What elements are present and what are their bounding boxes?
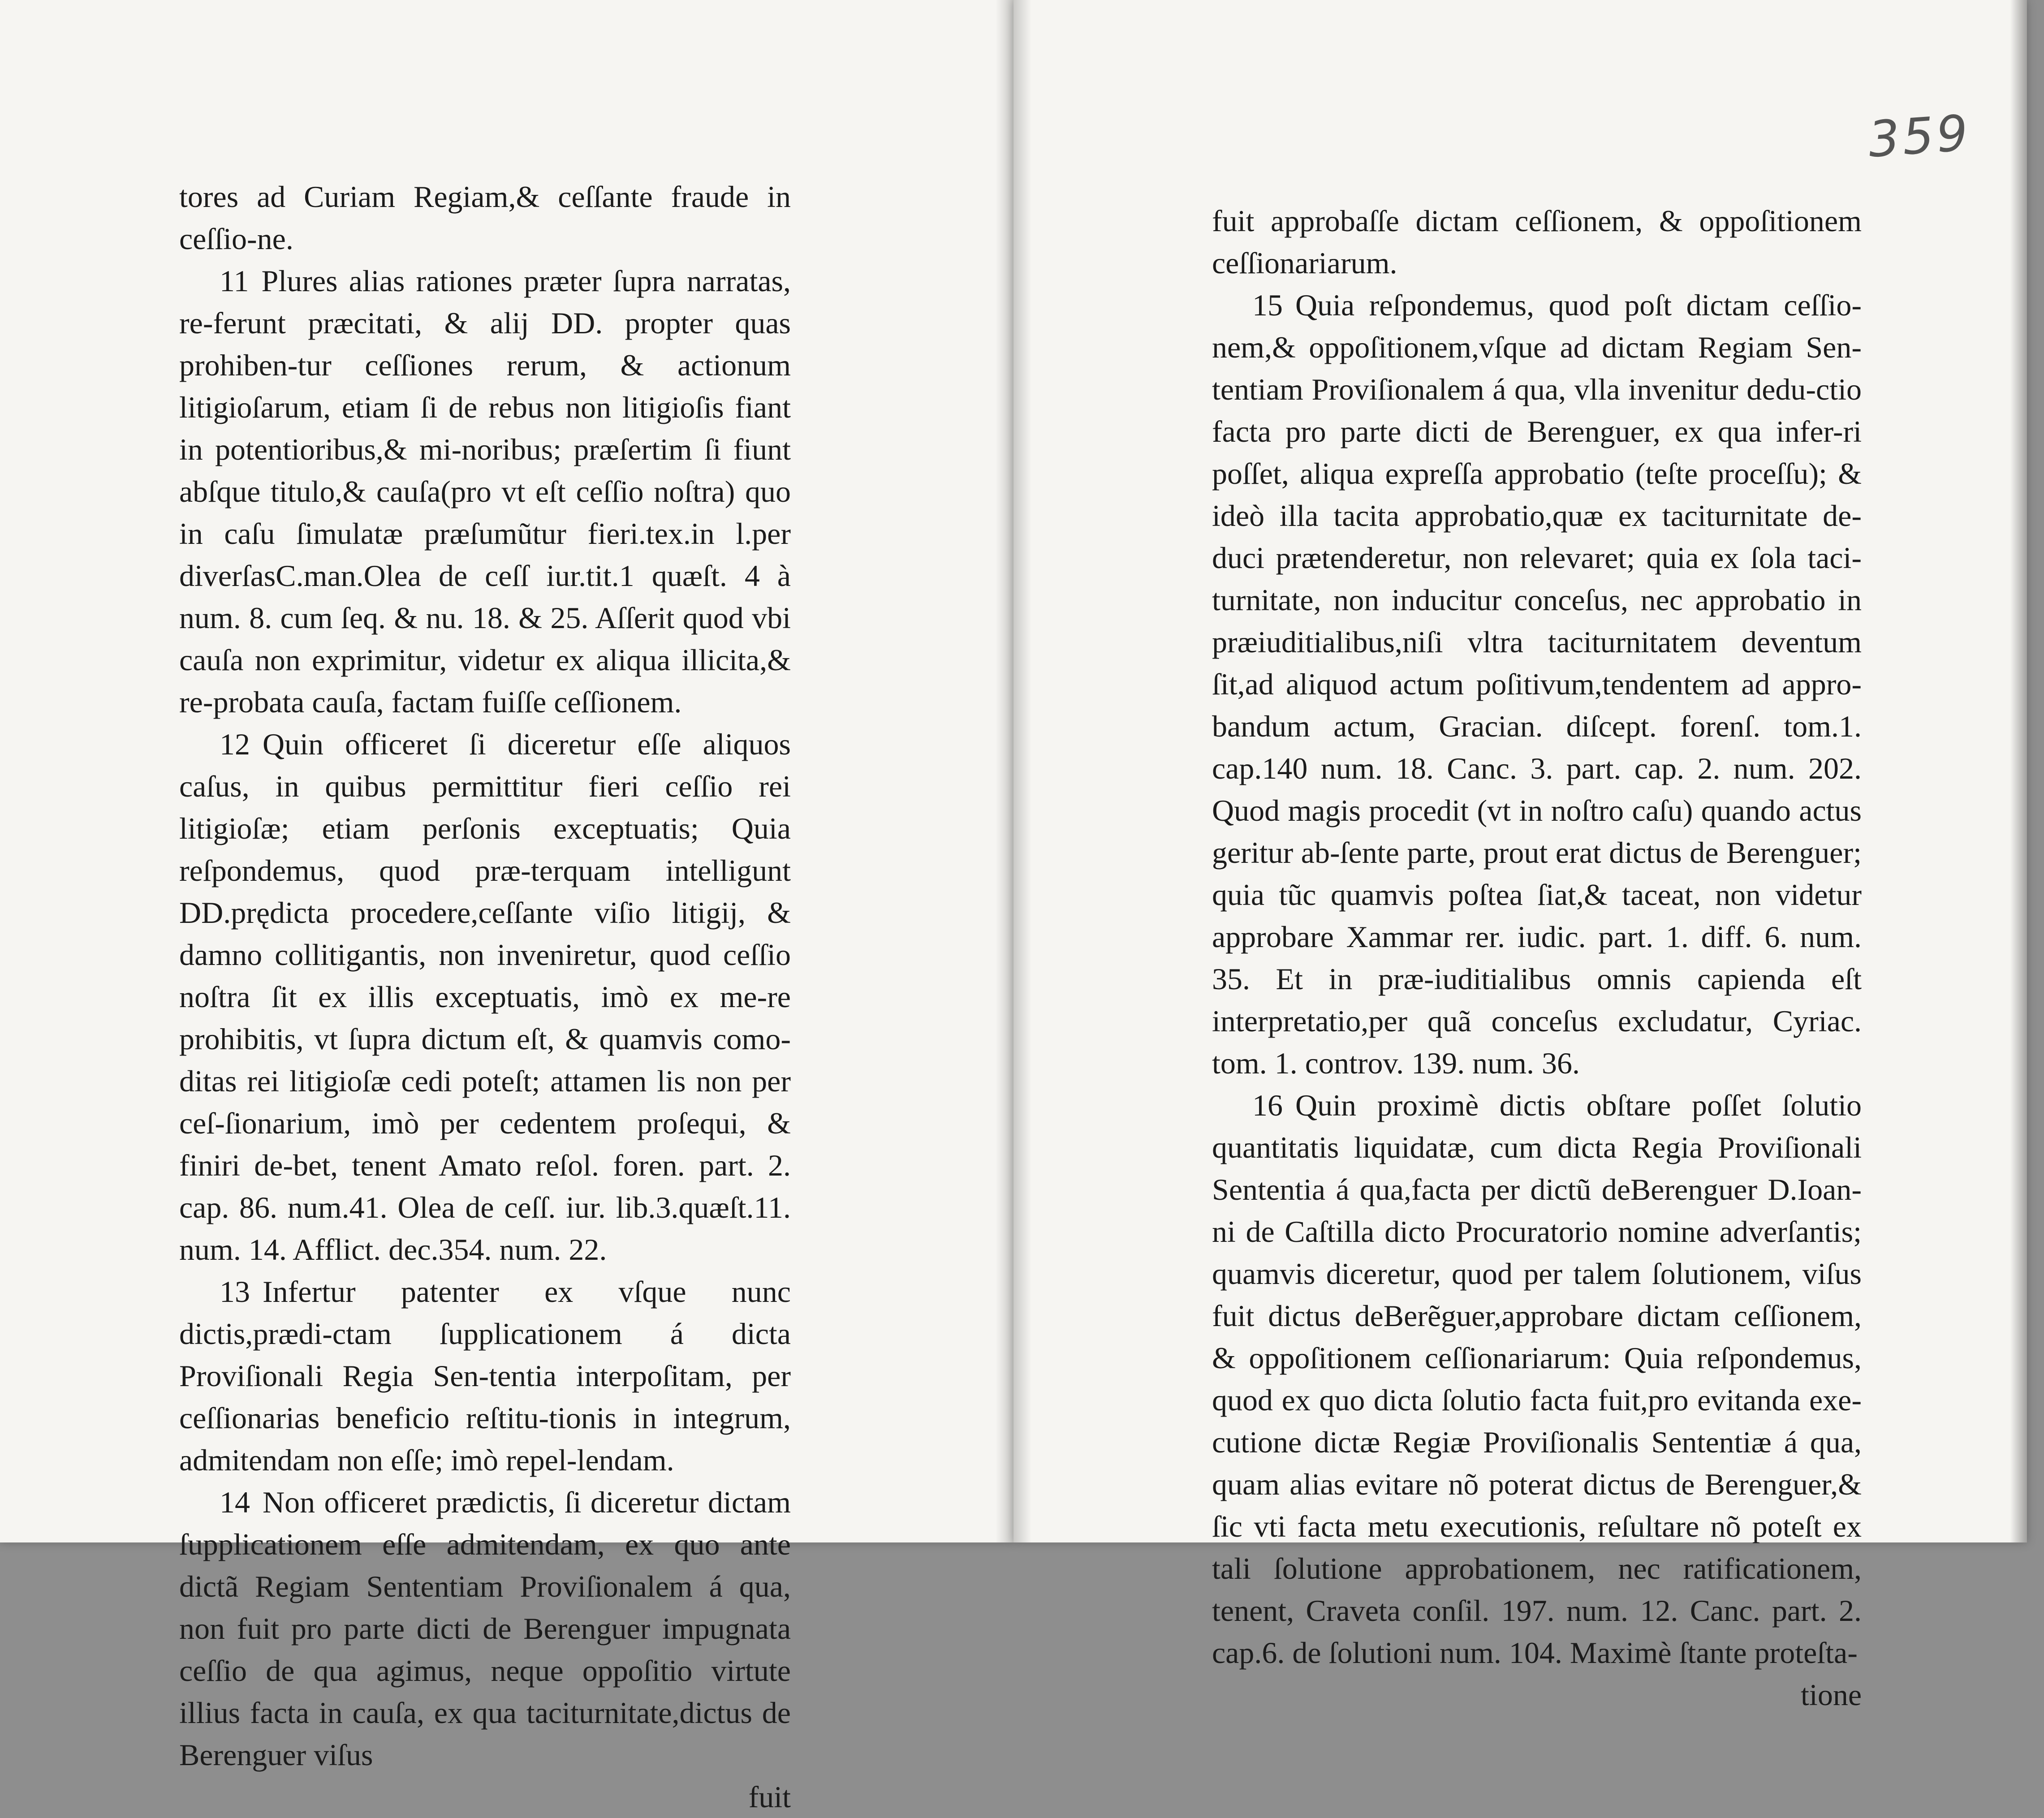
paragraph-text: Infertur patenter ex vſque nunc dictis,prædi-ctam ſupplicationem á dicta Proviſionali Regia Sen-tentia interpoſitam, per ceſſionarias beneficio reſtitu-tionis in integrum, admitendam non eſſe; imò repel-lendam. xyxy=(179,1275,791,1477)
right-page xyxy=(1013,0,2027,1712)
paragraph xyxy=(1212,200,1862,284)
paragraph xyxy=(179,723,791,1271)
paragraph-text: Quin proximè dictis obſtare poſſet ſolutio quantitatis liquidatæ, cum dicta Regia Proviſionali Sententia á qua,facta per dictũ deBerenguer D.Ioan-ni de Caſtilla dicto Procuratorio nomine adverſantis; quamvis diceretur, quod per talem ſolutionem, viſus fuit dictus deBerẽguer,approbare dictam ceſſionem, & oppoſitionem ceſſionariarum: Quia reſpondemus, quod ex quo dicta ſolutio facta fuit,pro evitanda exe-cutione dictæ Regiæ Proviſionalis Sententiæ á qua, quam alias evitare nõ poterat dictus de Berenguer,& ſic vti facta metu executionis, reſultare nõ poteſt ex tali ſolutione approbationem, nec ratificationem, tenent, Craveta conſil. 197. num. 12. Canc. part. 2. cap.6. de ſolutioni num. 104. Maximè ſtante proteſta- xyxy=(1212,1088,1862,1670)
page-edge-shadow xyxy=(2010,0,2027,1542)
paragraph-text: Quia reſpondemus, quod poſt dictam ceſſio-nem,& oppoſitionem,vſque ad dictam Regiam Sen-tentiam Proviſionalem á qua, vlla invenitur dedu-ctio facta pro parte dicti de Berenguer, ex qua infer-ri poſſet, aliqua expreſſa approbatio (teſte proceſſu); & ideò illa tacita approbatio,quæ ex taciturnitate de-duci prætenderetur, non relevaret; quia ex ſola taci-turnitate, non inducitur conceſus, nec approbatio in præiuditialibus,niſi vltra taciturnitatem deventum ſit,ad aliquod actum poſitivum,tendentem ad appro-bandum actum, Gracian. diſcept. forenſ. tom.1. cap.140 num. 18. Canc. 3. part. cap. 2. num. 202. Quod magis procedit (vt in noſtro caſu) quando actus geritur ab-ſente parte, prout erat dictus de Berenguer; quia tũc quamvis poſtea ſiat,& taceat, non videtur approbare Xammar rer. iudic. part. 1. diff. 6. num. 35. Et in præ-iuditialibus omnis capienda eſt interpretatio,per quã conceſus excludatur, Cyriac. tom. 1. controv. 139. num. 36. xyxy=(1212,288,1862,1080)
paragraph xyxy=(179,176,791,260)
paragraph-number: 16 xyxy=(1252,1088,1283,1122)
paragraph-number: 13 xyxy=(220,1275,250,1309)
paragraph-number: 15 xyxy=(1252,288,1283,322)
paragraph xyxy=(179,1271,791,1481)
paragraph-number: 12 xyxy=(220,727,250,761)
paragraph xyxy=(179,260,791,723)
left-page xyxy=(0,0,1013,1814)
paragraph-text: fuit approbaſſe dictam ceſſionem, & oppoſitionem ceſſionariarum. xyxy=(1212,204,1862,280)
paragraph-text: Plures alias rationes præter ſupra narratas, re-ferunt præcitati, & alij DD. propter quas prohiben-tur ceſſiones rerum, & actionum litigioſarum, etiam ſi de rebus non litigioſis fiant in potentioribus,& mi-noribus; præſertim ſi fiunt abſque titulo,& cauſa(pro vt eſt ceſſio noſtra) quo in caſu ſimulatæ præſumũtur fieri.tex.in l.per diverſasC.man.Olea de ceſſ iur.tit.1 quæſt. 4 à num. 8. cum ſeq. & nu. 18. & 25. Aſſerit quod vbi cauſa non exprimitur, videtur ex aliqua illicita,& re-probata cauſa, factam fuiſſe ceſſionem. xyxy=(179,264,791,719)
paragraph-number: 14 xyxy=(220,1485,250,1519)
paragraph-text: Quin officeret ſi diceretur eſſe aliquos caſus, in quibus permittitur fieri ceſſio rei litigioſæ; etiam perſonis exceptuatis; Quia reſpondemus, quod præ-terquam intelligunt DD.prędicta procedere,ceſſante viſio litigij, & damno collitigantis, non inveniretur, quod ceſſio noſtra ſit ex illis exceptuatis, imò ex me-re prohibitis, vt ſupra dictum eſt, & quamvis como-ditas rei litigioſæ cedi poteſt; attamen lis non per ceſ-ſionarium, imò per cedentem proſequi, & finiri de-bet, tenent Amato reſol. foren. part. 2. cap. 86. num.41. Olea de ceſſ. iur. lib.3.quæſt.11. num. 14. Afflict. dec.354. num. 22. xyxy=(179,727,791,1267)
paragraph xyxy=(1212,1084,1862,1674)
paragraph xyxy=(179,1481,791,1776)
catchword: tione xyxy=(1801,1678,1862,1712)
paragraph-number: 11 xyxy=(220,264,249,298)
folio-number: 359 xyxy=(1866,104,1973,168)
book-gutter xyxy=(996,0,1031,1542)
right-page-text xyxy=(1212,200,1862,1716)
paragraph-text: tores ad Curiam Regiam,& ceſſante fraude in ceſſio-ne. xyxy=(179,180,791,256)
paragraph xyxy=(1212,284,1862,1084)
catchword: fuit xyxy=(748,1780,791,1814)
left-page-text xyxy=(179,176,791,1818)
paragraph-text: Non officeret prædictis, ſi diceretur dictam ſupplicationem eſſe admitendam, ex quo ante dictã Regiam Sententiam Proviſionalem á qua, non fuit pro parte dicti de Berenguer impugnata ceſſio de qua agimus, neque oppoſitio virtute illius facta in cauſa, ex qua taciturnitate,dictus de Berenguer viſus xyxy=(179,1485,791,1772)
